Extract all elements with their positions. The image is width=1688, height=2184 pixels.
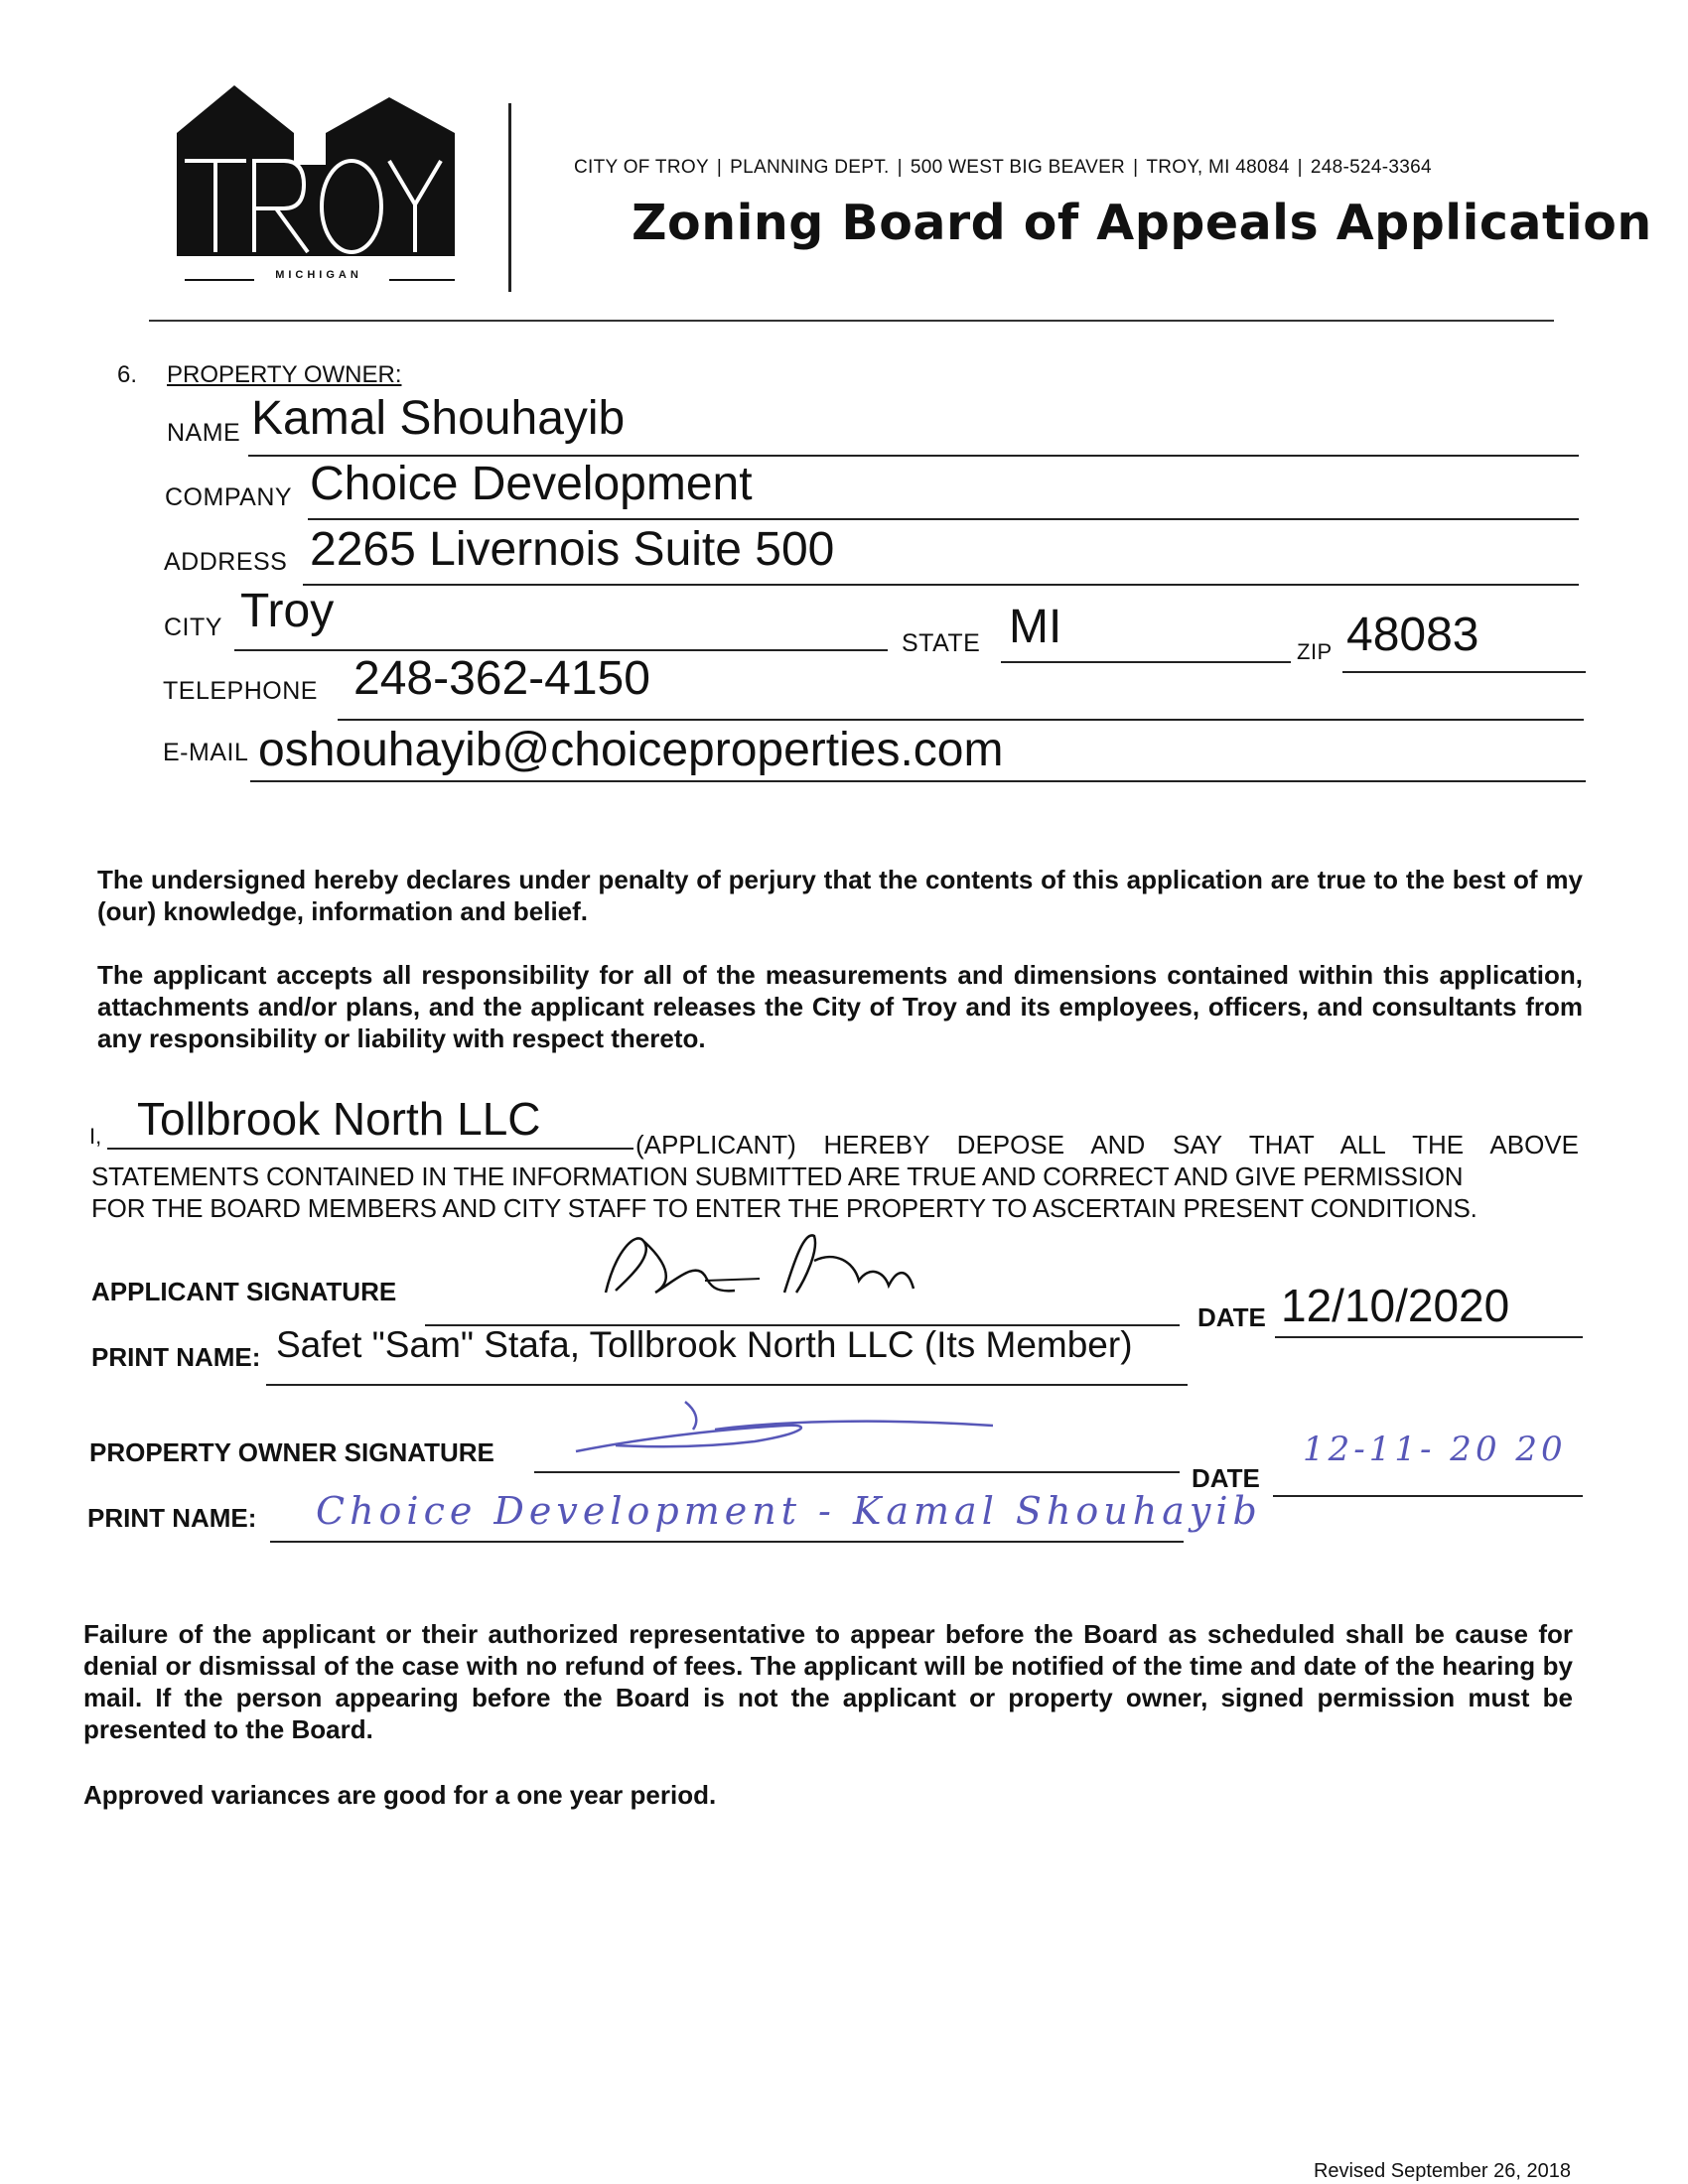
contact-sep: | — [716, 157, 723, 178]
contact-street: 500 WEST BIG BEAVER — [910, 157, 1126, 178]
header-rule — [149, 320, 1554, 322]
deposition-line1: (APPLICANT) HEREBY DEPOSE AND SAY THAT ALL THE ABOVE — [635, 1130, 1579, 1160]
applicant-date-label: DATE — [1197, 1302, 1266, 1332]
owner-print-value: Choice Development - Kamal Shouhayib — [316, 1489, 1262, 1533]
email-label: E-MAIL — [163, 739, 249, 766]
applicant-print-value: Safet "Sam" Stafa, Tollbrook North LLC (Its Member) — [276, 1324, 1133, 1365]
troy-logo — [177, 85, 461, 290]
header-divider — [508, 103, 511, 292]
responsibility-declaration: The applicant accepts all responsibility for all of the measurements and dimensions contained within this application, attachments and/or plans, and the applicant releases the City of Troy and its employees, officers, and consultants from any responsibility or liability with respect thereto. — [97, 960, 1583, 1053]
owner-signature-image — [556, 1390, 1013, 1469]
deposition-line3: FOR THE BOARD MEMBERS AND CITY STAFF TO ENTER THE PROPERTY TO ASCERTAIN PRESENT CONDITIONS. — [91, 1193, 1477, 1223]
owner-date-value: 12-11- 20 20 — [1303, 1430, 1567, 1469]
city-label: CITY — [164, 614, 222, 641]
owner-print-line — [270, 1541, 1184, 1543]
state-value: MI — [1009, 601, 1062, 653]
revised-date: Revised September 26, 2018 — [1313, 2160, 1571, 2182]
owner-date-label: DATE — [1192, 1463, 1260, 1493]
address-line — [303, 584, 1579, 586]
company-line — [308, 518, 1579, 520]
address-label: ADDRESS — [164, 548, 288, 576]
address-value: 2265 Livernois Suite 500 — [310, 523, 835, 576]
applicant-print-label: PRINT NAME: — [91, 1342, 261, 1372]
logo-subtext: MICHIGAN — [275, 269, 362, 281]
deposition-line2: STATEMENTS CONTAINED IN THE INFORMATION SUBMITTED ARE TRUE AND CORRECT AND GIVE PERMISSION — [91, 1161, 1464, 1191]
approved-variances-notice: Approved variances are good for a one year period. — [83, 1780, 717, 1810]
contact-citystate: TROY, MI 48084 — [1146, 157, 1290, 178]
contact-sep: | — [1133, 157, 1139, 178]
perjury-declaration: The undersigned hereby declares under penalty of perjury that the contents of this application are true to the best of my (our) knowledge, information and belief. — [97, 865, 1583, 926]
deposition-name-line — [107, 1148, 633, 1150]
owner-date-line — [1273, 1495, 1583, 1497]
contact-sep: | — [1297, 157, 1303, 178]
contact-phone: 248-524-3364 — [1310, 157, 1432, 178]
email-value: oshouhayib@choiceproperties.com — [258, 724, 1004, 776]
applicant-date-line — [1275, 1336, 1583, 1338]
zip-line — [1342, 671, 1586, 673]
troy-logo-graphic — [177, 85, 461, 290]
contact-city: CITY OF TROY — [574, 157, 709, 178]
applicant-date-value: 12/10/2020 — [1281, 1280, 1510, 1331]
section-number: 6. — [117, 361, 138, 388]
section-title: PROPERTY OWNER: — [167, 361, 402, 388]
telephone-label: TELEPHONE — [163, 677, 318, 705]
city-value: Troy — [240, 585, 335, 637]
email-line — [250, 780, 1586, 782]
zip-label: ZIP — [1297, 639, 1333, 664]
name-label: NAME — [167, 419, 241, 447]
name-value: Kamal Shouhayib — [251, 392, 626, 445]
company-label: COMPANY — [165, 483, 293, 511]
deposition-prefix: I, — [89, 1124, 102, 1149]
contact-line — [574, 157, 1432, 179]
telephone-line — [338, 719, 1584, 721]
zip-value: 48083 — [1346, 609, 1479, 661]
failure-notice: Failure of the applicant or their authorized representative to appear before the Board as scheduled shall be cause for denial or dismissal of the case with no refund of fees. The applicant will be notified of the time and date of the hearing by mail. If the person appearing before the Board is not the applicant or property owner, signed permission must be presented to the Board. — [83, 1619, 1573, 1744]
state-label: STATE — [902, 629, 981, 657]
applicant-signature-label: APPLICANT SIGNATURE — [91, 1277, 397, 1306]
telephone-value: 248-362-4150 — [353, 652, 650, 705]
applicant-signature-image — [586, 1221, 943, 1310]
company-value: Choice Development — [310, 458, 753, 510]
contact-dept: PLANNING DEPT. — [730, 157, 890, 178]
contact-sep: | — [897, 157, 903, 178]
owner-signature-line — [534, 1471, 1180, 1473]
owner-signature-label: PROPERTY OWNER SIGNATURE — [89, 1437, 494, 1467]
state-line — [1001, 661, 1291, 663]
form-title: Zoning Board of Appeals Application — [632, 195, 1652, 251]
deposition-applicant-name: Tollbrook North LLC — [137, 1093, 541, 1145]
applicant-print-line — [266, 1384, 1188, 1386]
owner-print-label: PRINT NAME: — [87, 1503, 257, 1533]
